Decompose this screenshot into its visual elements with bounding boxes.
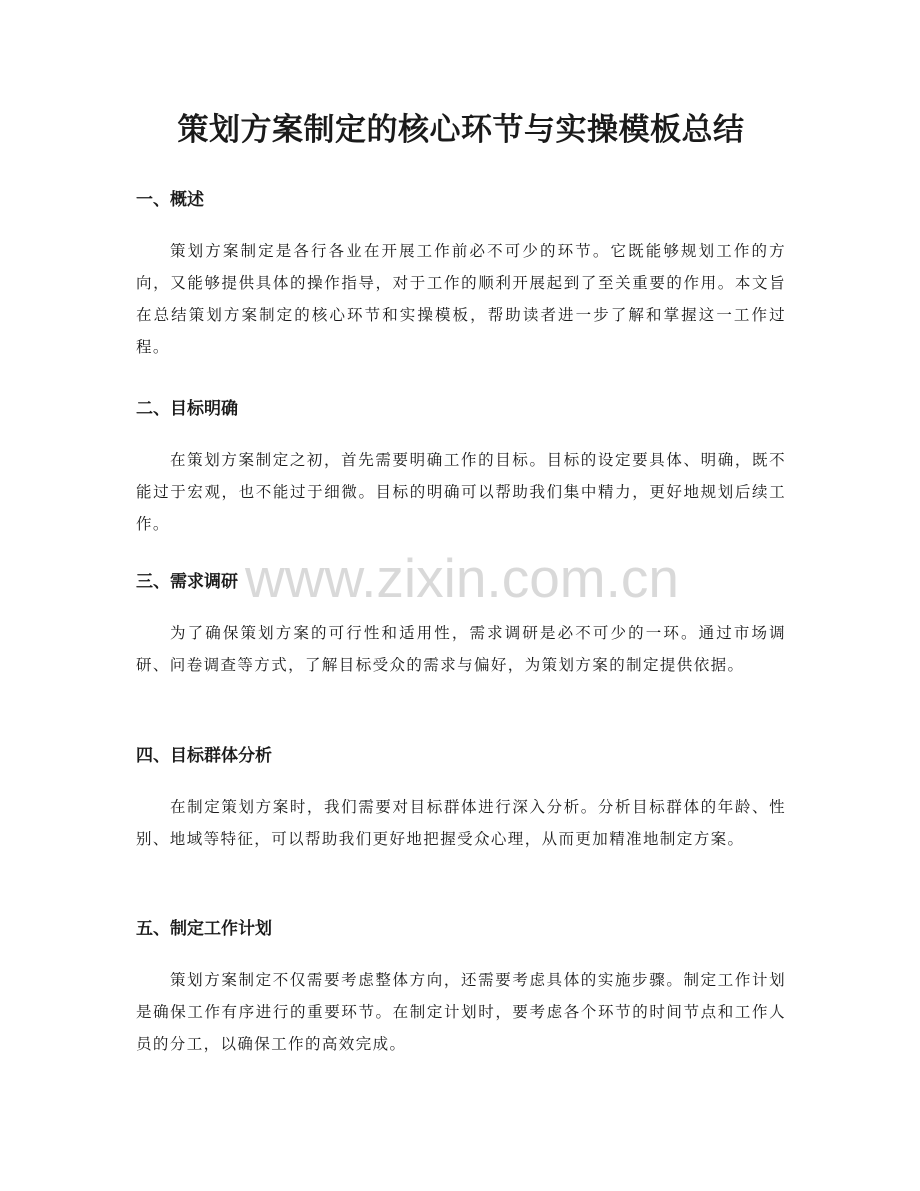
section-goal [136,397,786,540]
watermark: www.zixin.com.cn [245,547,679,609]
section-overview [136,188,786,363]
section-paragraph: 策划方案制定不仅需要考虑整体方向，还需要考虑具体的实施步骤。制定工作计划是确保工作有序进行的重要环节。在制定计划时，要考虑各个环节的时间节点和工作人员的分工，以确保工作的高效完成。 [136,971,786,1053]
section-paragraph: 为了确保策划方案的可行性和适用性，需求调研是必不可少的一环。通过市场调研、问卷调查等方式，了解目标受众的需求与偏好，为策划方案的制定提供依据。 [136,624,786,674]
section-paragraph: 在制定策划方案时，我们需要对目标群体进行深入分析。分析目标群体的年龄、性别、地域等特征，可以帮助我们更好地把握受众心理，从而更加精准地制定方案。 [136,798,786,848]
section-audience [136,744,786,855]
section-heading: 二、目标明确 [136,399,238,419]
section-heading: 一、概述 [136,190,204,210]
section-heading: 三、需求调研 [136,572,238,592]
section-paragraph: 在策划方案制定之初，首先需要明确工作的目标。目标的设定要具体、明确，既不能过于宏观，也不能过于细微。目标的明确可以帮助我们集中精力，更好地规划后续工作。 [136,451,786,533]
section-research [136,570,786,681]
section-heading: 四、目标群体分析 [136,746,272,766]
document-title: 策划方案制定的核心环节与实操模板总结 [177,112,745,148]
section-paragraph: 策划方案制定是各行各业在开展工作前必不可少的环节。它既能够规划工作的方向，又能够提供具体的操作指导，对于工作的顺利开展起到了至关重要的作用。本文旨在总结策划方案制定的核心环节和实操模板，帮助读者进一步了解和掌握这一工作过程。 [136,242,786,356]
section-heading: 五、制定工作计划 [136,919,272,939]
section-plan [136,917,786,1060]
